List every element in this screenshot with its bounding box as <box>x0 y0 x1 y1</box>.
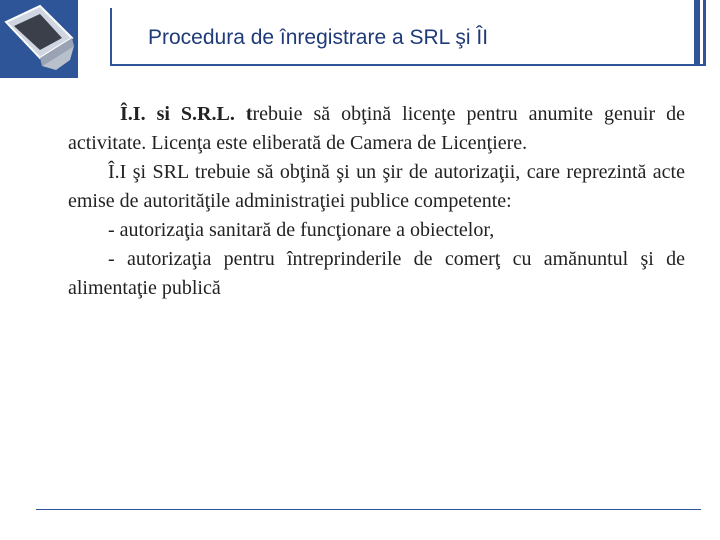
paragraph-licenses-text: rebuie să obţină licenţe pentru anumite genuir de activitate. Licenţa este eliberată de Camera de Licenţiere. <box>68 103 685 154</box>
header-accent-bar <box>694 0 700 64</box>
paragraph-licenses <box>68 100 685 158</box>
logo-computer-icon <box>0 0 78 78</box>
list-item-sanitary: - autorizaţia sanitară de funcţionare a obiectelor, <box>108 219 495 241</box>
footer-divider <box>36 509 701 510</box>
slide-title: Procedura de înregistrare a SRL şi ÎI <box>148 26 489 49</box>
header-accent-bar-thin <box>703 0 706 64</box>
list-item-commerce: - autorizaţia pentru întreprinderile de comerţ cu amănuntul şi de alimentaţie publică <box>68 248 685 299</box>
paragraph-authorizations: Î.I şi SRL trebuie să obţină şi un şir de autorizaţii, care reprezintă acte emise de autorităţile administraţiei publice competente: <box>68 161 685 212</box>
paragraph-lead: Î.I. si S.R.L. t <box>120 103 253 125</box>
slide-body <box>68 100 685 303</box>
